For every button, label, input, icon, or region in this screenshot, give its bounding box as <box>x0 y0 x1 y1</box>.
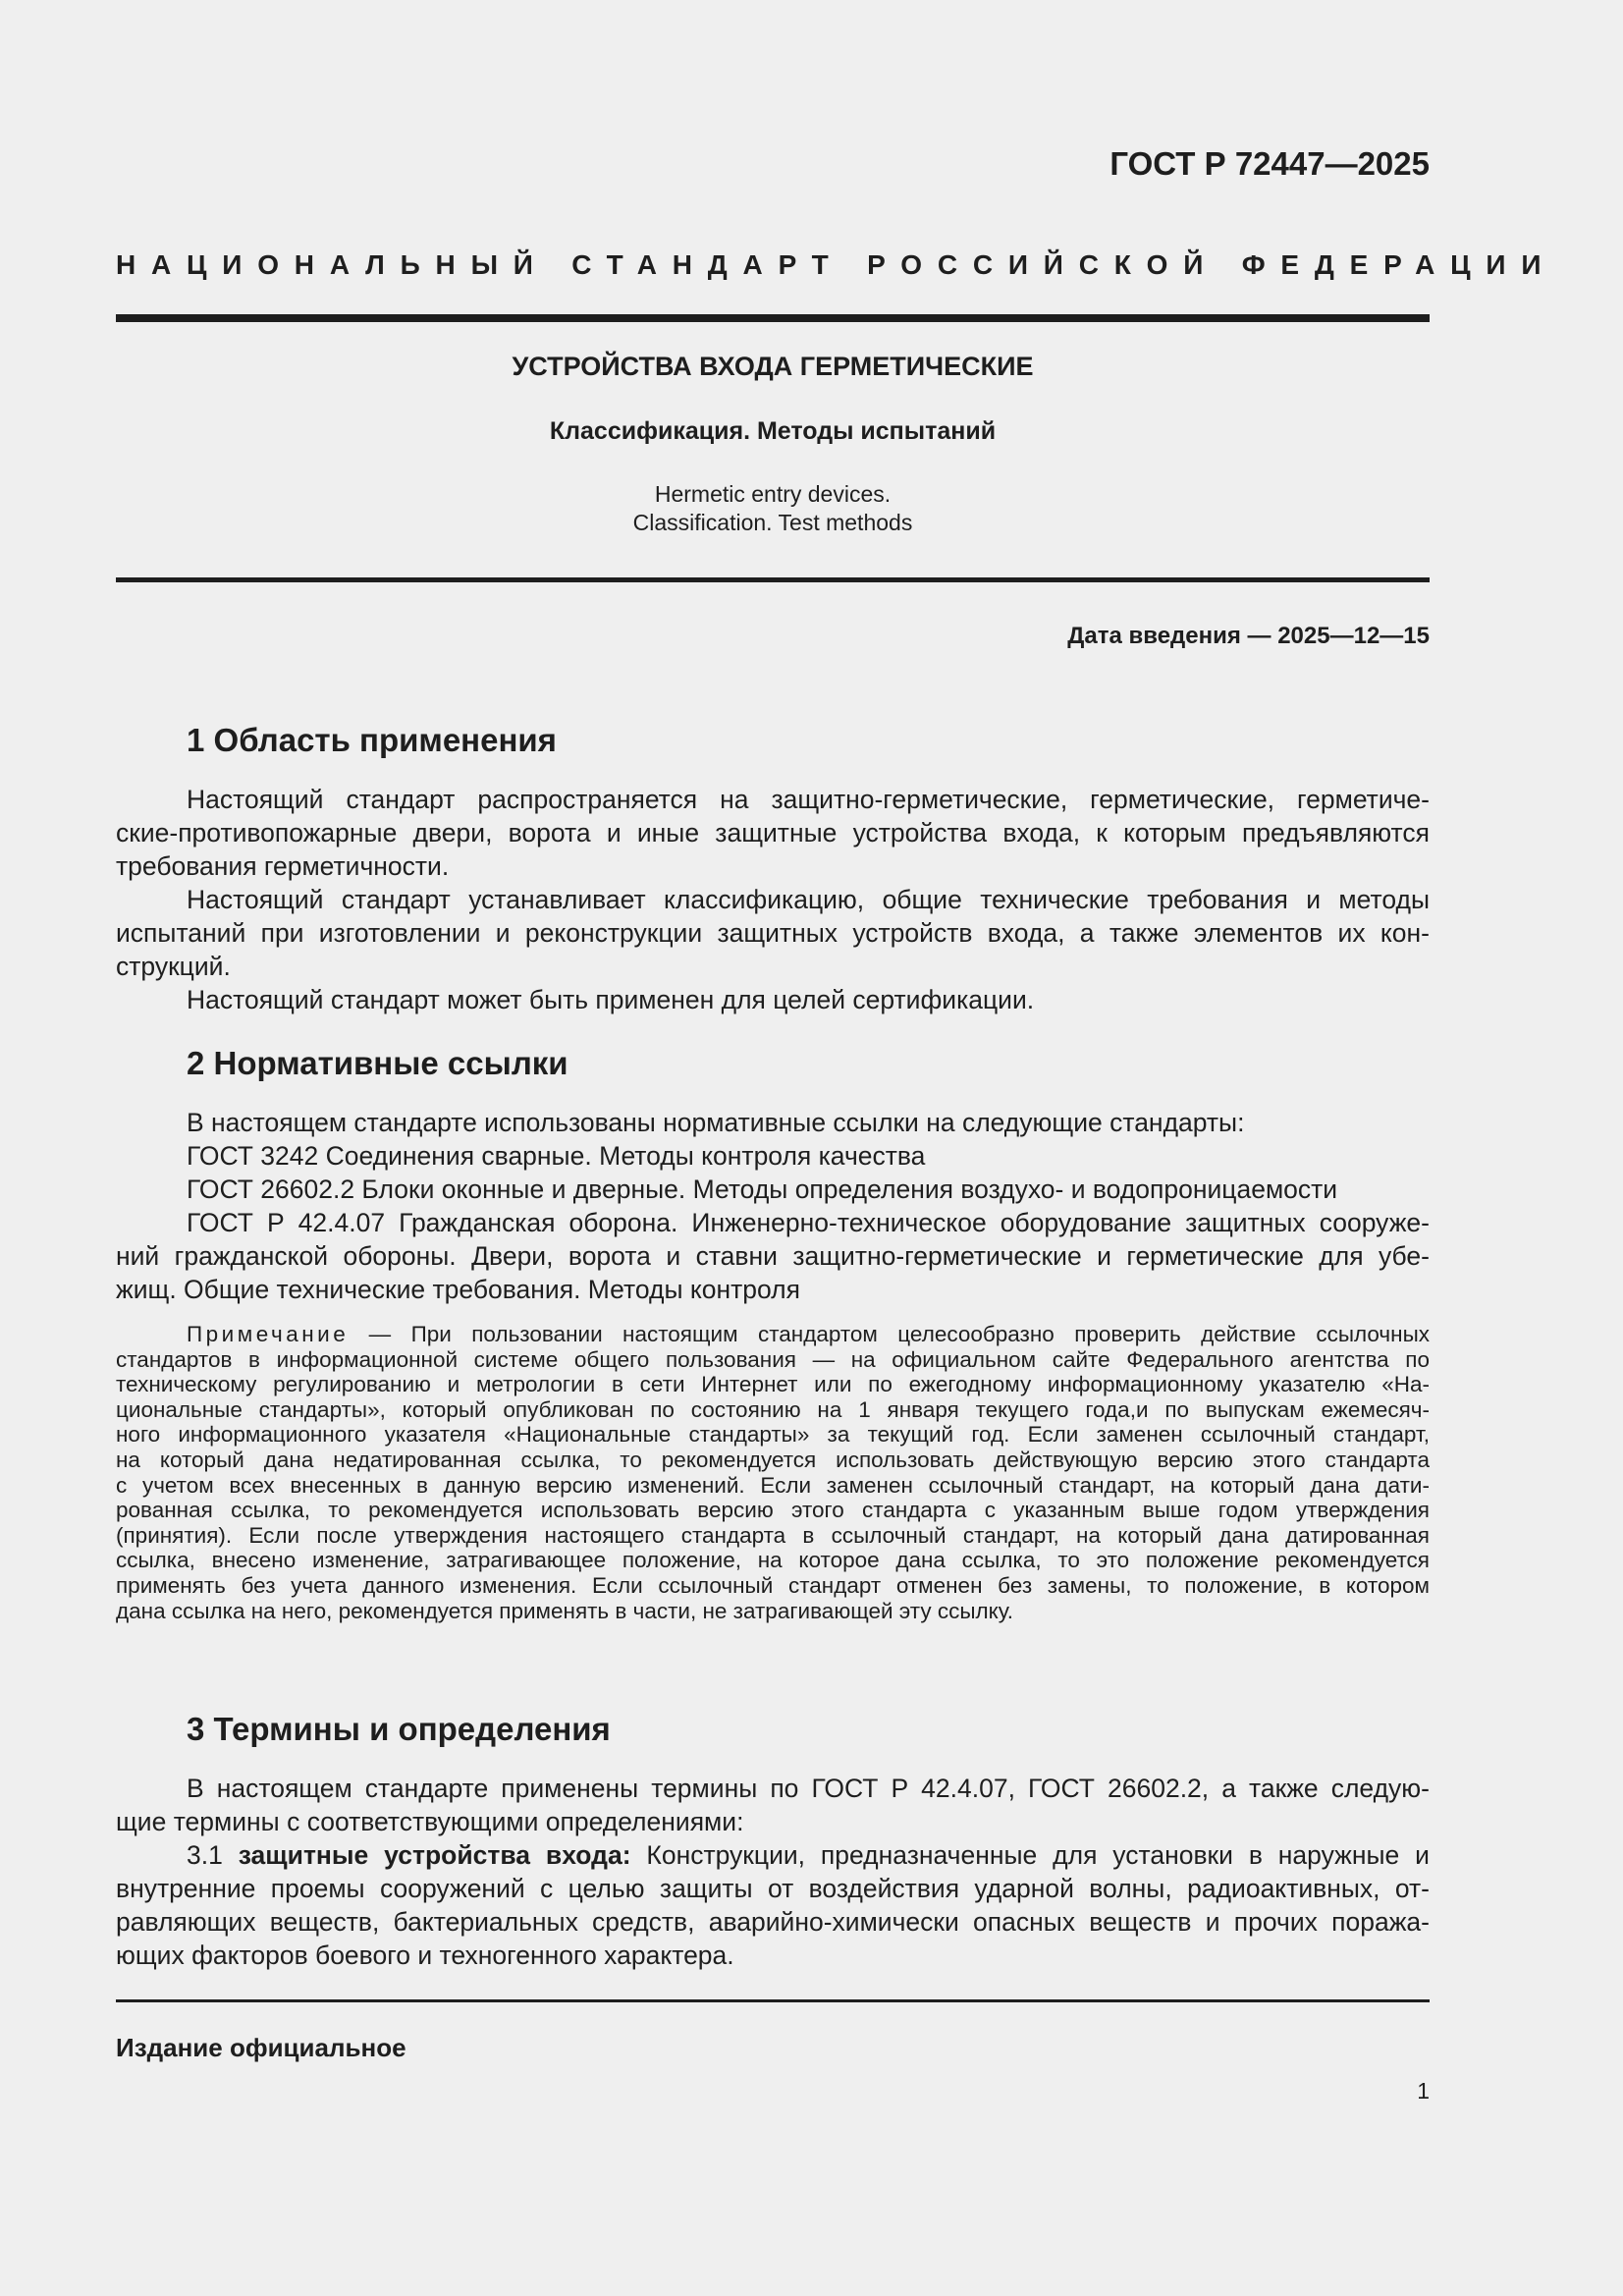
document-subtitle: Классификация. Методы испытаний <box>549 417 997 445</box>
note-line: (принятия). Если после утверждения настоящего стандарта в ссылочный стандарт, на который дана датированная <box>116 1522 1430 1548</box>
paragraph-line: струкций. <box>116 952 231 981</box>
document-number: ГОСТ Р 72447—2025 <box>1109 145 1430 182</box>
term-definition-line: ющих факторов боевого и техногенного характера. <box>116 1941 734 1970</box>
introduction-date: Дата введения — 2025—12—15 <box>1067 623 1430 649</box>
reference-item: ГОСТ 26602.2 Блоки оконные и дверные. Методы определения воздухо- и водопроницаемости <box>187 1175 1338 1204</box>
note-line: ного информационного указателя «Национальные стандарты» за текущий год. Если заменен ссылочный стандарт, <box>116 1422 1430 1448</box>
title-rule <box>116 577 1430 582</box>
english-title-line: Classification. Test methods <box>632 510 913 535</box>
note-line: с учетом всех внесенных в данную версию изменений. Если заменен ссылочный стандарт, на который дана дати- <box>116 1472 1430 1498</box>
note-line: дана ссылка на него, рекомендуется применять в части, не затрагивающей эту ссылку. <box>116 1598 1013 1623</box>
reference-item: ГОСТ Р 42.4.07 Гражданская оборона. Инженерно-техническое оборудование защитных сооруже- <box>187 1208 1430 1237</box>
paragraph-line: Настоящий стандарт распространяется на защитно-герметические, герметические, герметиче- <box>187 785 1430 814</box>
section-heading: 1 Область применения <box>187 722 557 758</box>
note-line: ссылка, внесено изменение, затрагивающее положение, на которое дана ссылка, то это положение рекомендуется <box>116 1548 1430 1573</box>
section-3-body <box>116 1772 1430 1972</box>
document-title: УСТРОЙСТВА ВХОДА ГЕРМЕТИЧЕСКИЕ <box>512 352 1034 381</box>
term-definition: Конструкции, предназначенные для установки в наружные и <box>646 1840 1430 1870</box>
paragraph-line: испытаний при изготовлении и реконструкции защитных устройств входа, а также элементов их кон- <box>116 918 1430 948</box>
term-definition-line: внутренние проемы сооружений с целью защиты от воздействия ударной волны, радиоактивных, от- <box>116 1874 1430 1903</box>
note-block <box>116 1322 1430 1623</box>
english-title-line: Hermetic entry devices. <box>654 481 892 507</box>
paragraph-line: ские-противопожарные двери, ворота и иные защитные устройства входа, к которым предъявляются <box>116 818 1430 847</box>
note-text: — При пользовании настоящим стандартом целесообразно проверить действие ссылочных <box>368 1322 1430 1346</box>
paragraph-line: Настоящий стандарт может быть применен для целей сертификации. <box>187 985 1035 1014</box>
paragraph-line: Настоящий стандарт устанавливает классификацию, общие технические требования и методы <box>187 885 1430 914</box>
note-label: Примечание <box>187 1322 350 1346</box>
term-definition-line: равляющих веществ, бактериальных средств, аварийно-химически опасных веществ и прочих поража- <box>116 1907 1430 1937</box>
official-edition-label: Издание официальное <box>116 2033 406 2062</box>
term-definition-line <box>116 1838 1430 1872</box>
reference-item: ний гражданской обороны. Двери, ворота и ставни защитно-герметические и герметические для убе- <box>116 1241 1430 1271</box>
paragraph-line: В настоящем стандарте использованы нормативные ссылки на следующие стандарты: <box>187 1108 1245 1137</box>
footer-rule <box>116 1999 1430 2002</box>
note-line: на который дана недатированная ссылка, то рекомендуется использовать действующую версию этого стандарта <box>116 1447 1430 1472</box>
reference-item: жищ. Общие технические требования. Методы контроля <box>116 1275 800 1304</box>
paragraph-line: щие термины с соответствующими определениями: <box>116 1807 744 1836</box>
page-number: 1 <box>1417 2078 1430 2104</box>
paragraph-line: требования герметичности. <box>116 851 450 881</box>
term-number: 3.1 <box>187 1840 223 1870</box>
section-heading: 2 Нормативные ссылки <box>187 1045 568 1081</box>
note-line: рованная ссылка, то рекомендуется использовать версию этого стандарта с указанным выше годом утверждения <box>116 1498 1430 1523</box>
term-name: защитные устройства входа: <box>238 1840 631 1870</box>
note-line <box>116 1322 1430 1347</box>
national-standard-heading: НАЦИОНАЛЬНЫЙ СТАНДАРТ РОССИЙСКОЙ ФЕДЕРАЦИИ <box>116 249 1557 280</box>
paragraph-line: В настоящем стандарте применены термины по ГОСТ Р 42.4.07, ГОСТ 26602.2, а также следую- <box>187 1774 1430 1803</box>
section-heading: 3 Термины и определения <box>187 1711 611 1747</box>
note-line: стандартов в информационной системе общего пользования — на официальном сайте Федерального агентства по <box>116 1346 1430 1372</box>
note-line: применять без учета данного изменения. Если ссылочный стандарт отменен без замены, то положение, в котором <box>116 1572 1430 1598</box>
section-2-body <box>116 1106 1430 1306</box>
note-line: техническому регулированию и метрологии в сети Интернет или по ежегодному информационному указателю «На- <box>116 1372 1430 1397</box>
reference-item: ГОСТ 3242 Соединения сварные. Методы контроля качества <box>187 1141 926 1171</box>
note-line: циональные стандарты», который опубликован по состоянию на 1 января текущего года,и по выпускам ежемесяч- <box>116 1396 1430 1422</box>
top-rule <box>116 314 1430 322</box>
section-1-body <box>116 783 1430 1016</box>
